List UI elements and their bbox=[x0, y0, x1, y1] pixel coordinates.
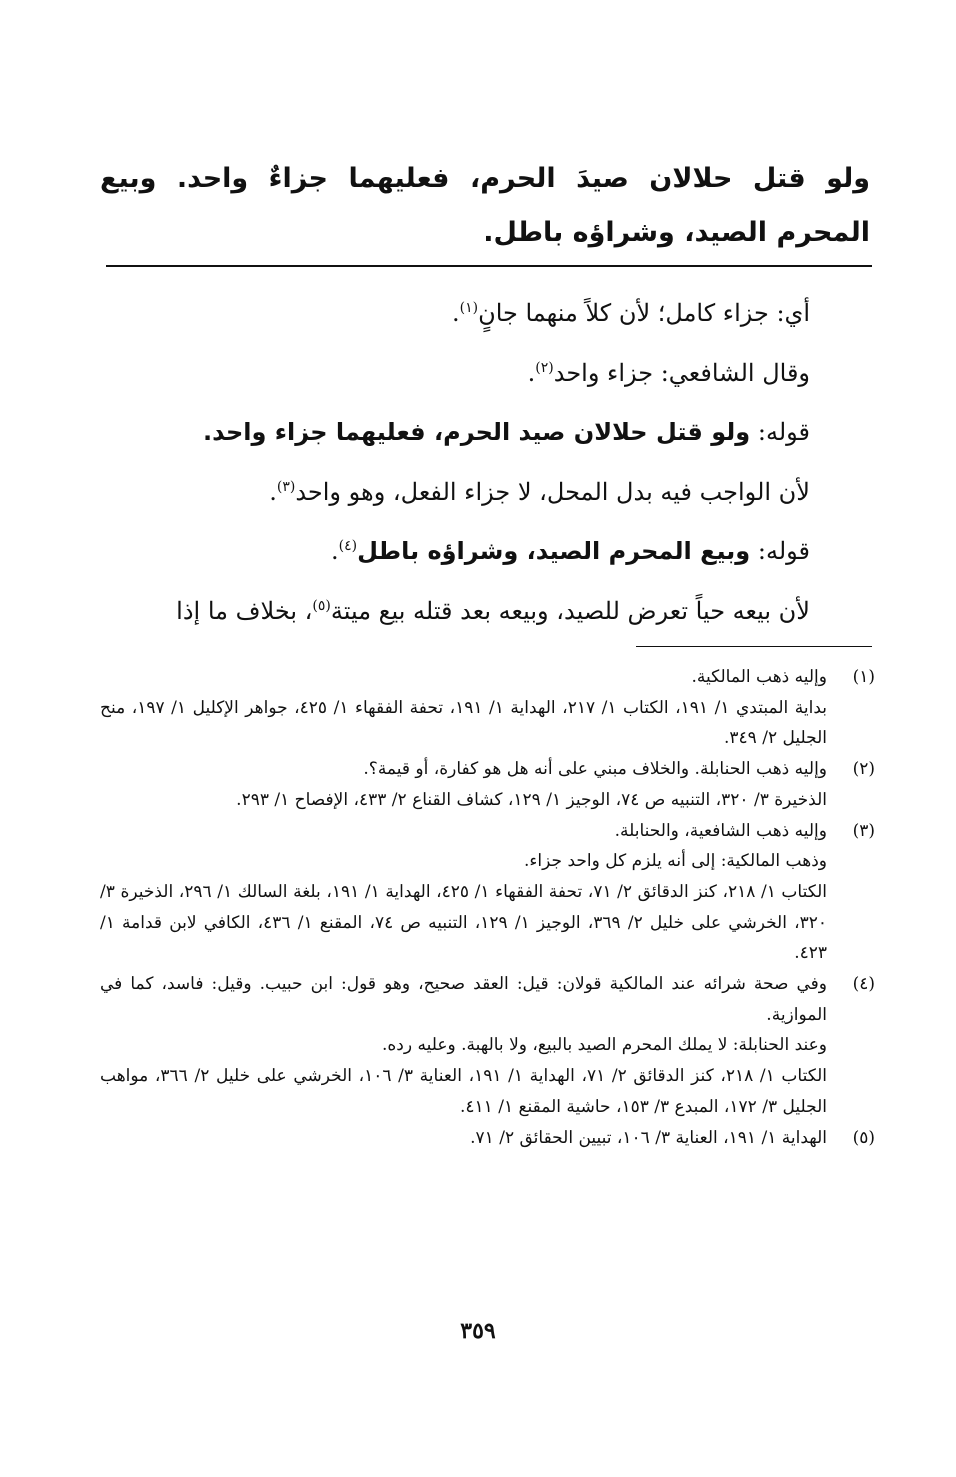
footnote-marker: (٢) bbox=[535, 359, 554, 376]
commentary-line bbox=[100, 284, 810, 344]
footnote-line: وإليه ذهب الشافعية، والحنابلة. bbox=[614, 820, 827, 841]
footnote-line: وعند الحنابلة: لا يملك المحرم الصيد بالبيع، ولا بالهبة. وعليه رده. bbox=[381, 1035, 827, 1056]
commentary-text: قوله: bbox=[750, 537, 810, 565]
footnote-marker: (٣) bbox=[276, 478, 296, 495]
footnote-line: الكتاب ١/ ٢١٨، كنز الدقائق ٢/ ٧١، تحفة الفقهاء ١/ ٤٢٥، الهداية ١/ ١٩١، بلغة السالك ١/ ٢٩٦، الذخيرة ٣/ ٣٢٠، الخرشي على خليل ٢/ ٣٦٩، الوجيز ١/ ١٢٩، التنبيه ص ٧٤، المقنع ١/ ٤٣٦، الكافي لابن قدامة ١/ ٤٢٣. bbox=[100, 881, 828, 964]
commentary-text: وقال الشافعي: جزاء واحد bbox=[553, 358, 810, 387]
commentary-line bbox=[100, 463, 810, 523]
commentary-text: . bbox=[269, 477, 277, 506]
footnote-body bbox=[100, 662, 827, 754]
footnote-number: (٣) bbox=[852, 820, 875, 841]
footnotes bbox=[100, 662, 875, 1153]
commentary-text: قوله: bbox=[750, 418, 810, 446]
commentary-text: لأن الواجب فيه بدل المحل، لا جزاء الفعل، وهو واحد bbox=[295, 477, 810, 506]
commentary-line bbox=[100, 582, 810, 642]
footnote-line: بداية المبتدي ١/ ١٩١، الكتاب ١/ ٢١٧، الهداية ١/ ١٩١، تحفة الفقهاء ١/ ٤٢٥، جواهر الإكليل ١/ ١٩٧، منح الجليل ٢/ ٣٤٩. bbox=[100, 697, 827, 749]
commentary-text: أي: جزاء كامل؛ لأن كلاً منهما جانٍ bbox=[478, 299, 810, 327]
commentary-text: . bbox=[330, 537, 339, 565]
footnote-line: وذهب المالكية: إلى أنه يلزم كل واحد جزاء. bbox=[524, 851, 827, 872]
commentary-text: ، بخلاف ما إذا bbox=[176, 596, 313, 625]
commentary-text: لأن بيعه حياً تعرض للصيد، وبيعه بعد قتله بيع ميتة bbox=[330, 596, 810, 625]
footnote-body bbox=[100, 969, 827, 1123]
footnote-line: الهداية ١/ ١٩١، العناية ٣/ ١٠٦، تبيين الحقائق ٢/ ٧١. bbox=[470, 1127, 827, 1148]
footnote-line: وإليه ذهب المالكية. bbox=[691, 667, 827, 687]
footnote-body bbox=[100, 1123, 827, 1154]
commentary-text: . bbox=[527, 358, 536, 387]
footnote-body bbox=[100, 816, 827, 970]
footnote-marker: (٤) bbox=[338, 538, 358, 554]
commentary-line bbox=[100, 522, 810, 582]
footnote-line: الذخيرة ٣/ ٣٢٠، التنبيه ص ٧٤، الوجيز ١/ ١٢٩، كشاف القناع ٢/ ٤٣٣، الإفصاح ١/ ٢٩٣. bbox=[236, 789, 827, 810]
footnote-number: (٥) bbox=[852, 1127, 875, 1148]
footnote-number: (١) bbox=[852, 667, 875, 687]
matn-divider bbox=[106, 265, 872, 267]
commentary-text: . bbox=[451, 299, 460, 327]
commentary-line bbox=[100, 344, 810, 404]
footnote-marker: (١) bbox=[459, 300, 479, 316]
matn-text: ولو قتل حلالان صيدَ الحرم، فعليهما جزاءٌ واحد. وبيع المحرم الصيد، وشراؤه باطل. bbox=[100, 163, 870, 248]
footnote bbox=[100, 816, 875, 970]
footnote bbox=[100, 754, 875, 815]
footnote-body bbox=[100, 754, 827, 815]
quoted-matn: ولو قتل حلالان صيد الحرم، فعليهما جزاء واحد. bbox=[202, 418, 751, 446]
footnote-line: وفي صحة شرائه عند المالكية قولان: قيل: العقد صحيح، وهو قول: ابن حبيب. وقيل: فاسد، كما في الموازية. bbox=[100, 974, 827, 1025]
footnote bbox=[100, 662, 875, 754]
footnote-divider bbox=[636, 646, 872, 647]
footnote-number: (٢) bbox=[852, 759, 875, 780]
quoted-matn: وبيع المحرم الصيد، وشراؤه باطل bbox=[357, 537, 751, 565]
footnote-line: وإليه ذهب الحنابلة. والخلاف مبني على أنه هل هو كفارة، أو قيمة؟. bbox=[363, 759, 827, 780]
footnote-line: الكتاب ١/ ٢١٨، كنز الدقائق ٢/ ٧١، الهداية ١/ ١٩١، العناية ٣/ ١٠٦، الخرشي على خليل ٢/ ٣٦٦، مواهب الجليل ٣/ ١٧٢، المبدع ٣/ ١٥٣، حاشية المقنع ١/ ٤١١. bbox=[100, 1066, 827, 1117]
footnote-marker: (٥) bbox=[312, 597, 331, 614]
footnote bbox=[100, 969, 875, 1123]
commentary-line bbox=[100, 403, 810, 463]
footnote-number: (٤) bbox=[852, 974, 875, 995]
page-number: ٣٥٩ bbox=[460, 1318, 496, 1344]
footnote bbox=[100, 1123, 875, 1154]
commentary-body bbox=[100, 284, 810, 641]
